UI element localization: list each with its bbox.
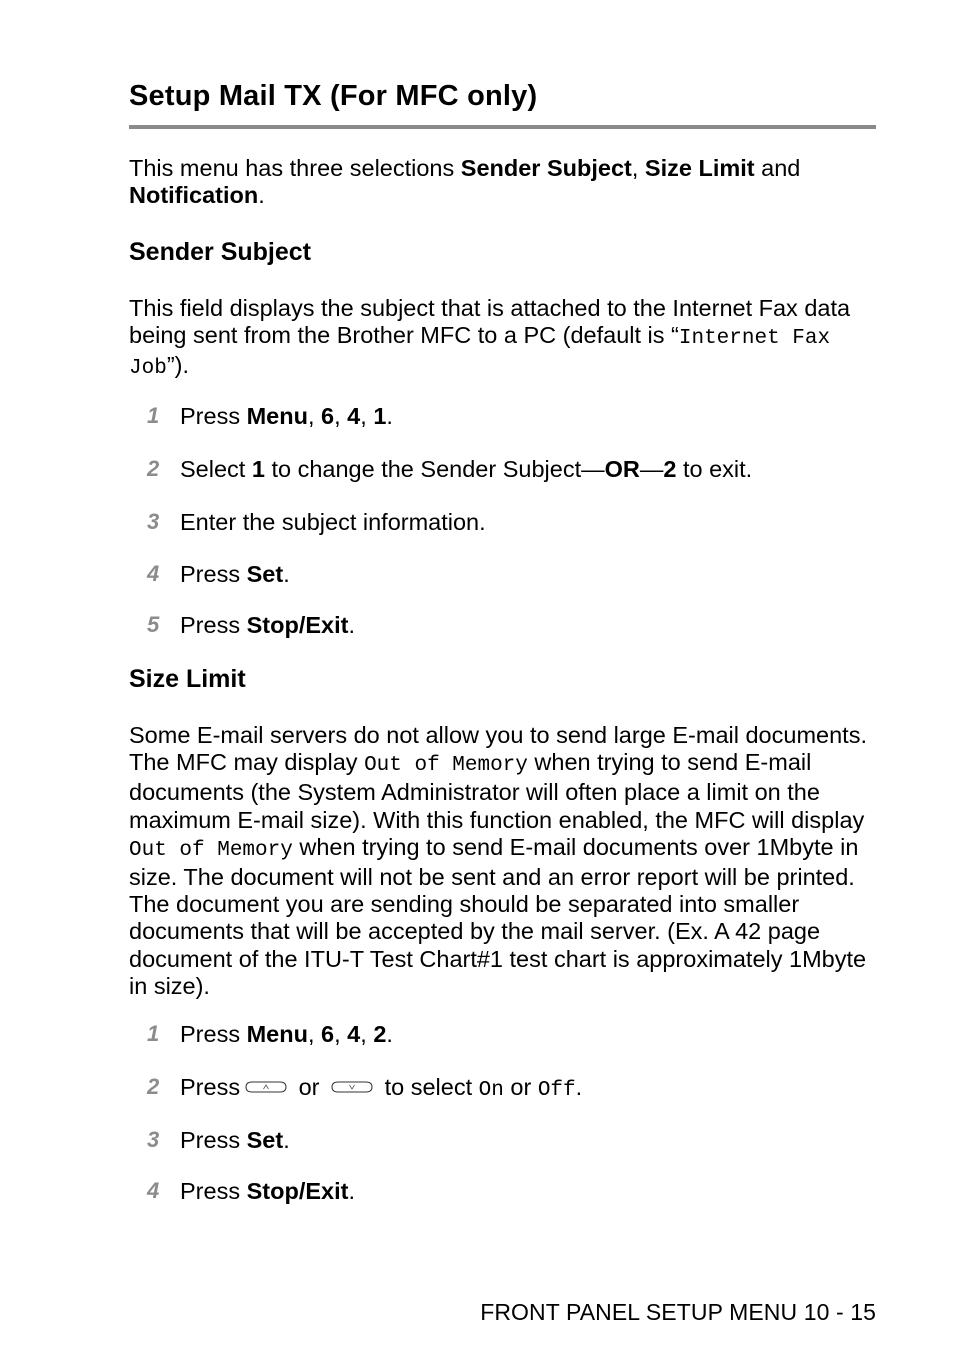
stop-exit-key-label: Stop/Exit xyxy=(246,612,349,638)
step-number: 4 xyxy=(147,1178,160,1203)
lcd-message: Out of Memory xyxy=(129,838,293,862)
intro-notification: Notification xyxy=(129,182,259,209)
step-number: 1 xyxy=(147,1021,160,1046)
intro-paragraph xyxy=(129,155,876,209)
intro-text: This menu has three selections xyxy=(129,155,461,181)
page-title: Setup Mail TX (For MFC only) xyxy=(129,80,538,112)
step-number: 2 xyxy=(147,456,160,481)
paragraph-text: This field displays the subject that is attached to the Internet Fax data being sent from the Brother MFC to a PC (default is “ xyxy=(129,295,851,349)
paragraph-text: when trying to send E-mail documents (the System Administrator will often place a limit on the maximum E-mail size). With this function enabled, the MFC will display xyxy=(129,749,865,833)
paragraph-text: Some E-mail servers do not allow you to send large E-mail documents. The MFC may display xyxy=(129,722,867,776)
sender-subject-paragraph xyxy=(129,295,876,383)
off-option: Off xyxy=(537,1079,576,1102)
step-number: 1 xyxy=(147,403,160,428)
stop-exit-key-label: Stop/Exit xyxy=(246,1178,349,1204)
size-limit-paragraph xyxy=(129,722,876,1000)
step-number: 3 xyxy=(147,509,160,534)
step-number: 5 xyxy=(147,612,160,637)
lcd-message: Out of Memory xyxy=(364,754,528,778)
step-text: Enter the subject information. xyxy=(180,509,486,535)
step-text: Press or to select On or Off. xyxy=(180,1074,583,1102)
menu-key-label: Menu xyxy=(246,1021,308,1047)
default-subject-value: Internet Fax Job xyxy=(129,327,831,381)
step-text: Press Set. xyxy=(180,561,290,587)
set-key-label: Set xyxy=(246,561,284,587)
menu-key-label: Menu xyxy=(246,403,308,429)
intro-sender-subject: Sender Subject xyxy=(460,155,632,181)
intro-size-limit: Size Limit xyxy=(644,155,755,181)
up-arrow-key-icon xyxy=(244,1079,288,1095)
or-label: OR xyxy=(604,456,640,482)
intro-text: , xyxy=(631,155,645,181)
step-number: 3 xyxy=(147,1127,160,1152)
step-number: 2 xyxy=(147,1074,160,1099)
page-footer: FRONT PANEL SETUP MENU 10 - 15 xyxy=(480,1299,876,1325)
step-text: Press Menu, 6, 4, 2. xyxy=(180,1021,393,1047)
down-arrow-key-icon xyxy=(330,1079,374,1095)
size-limit-heading: Size Limit xyxy=(129,665,246,693)
intro-text: . xyxy=(258,182,265,209)
step-text: Press Set. xyxy=(180,1127,290,1153)
paragraph-text: when trying to send E-mail documents over 1Mbyte in size. The document will not be sent and an error report will be printed. The document you are sending should be separated into smaller documents that will be accepted by the mail server. (Ex. A 42 page document of the ITU-T Test Chart#1 test chart is approximately 1Mbyte in size). xyxy=(129,833,867,999)
on-option: On xyxy=(478,1079,504,1102)
step-text: Press Stop/Exit. xyxy=(180,1178,355,1204)
step-text: Select 1 to change the Sender Subject—OR—2 to exit. xyxy=(180,456,753,482)
set-key-label: Set xyxy=(246,1127,284,1153)
sender-subject-heading: Sender Subject xyxy=(129,238,311,266)
step-text: Press Menu, 6, 4, 1. xyxy=(180,403,393,429)
step-number: 4 xyxy=(147,561,160,586)
step-text: Press Stop/Exit. xyxy=(180,612,355,638)
title-underline xyxy=(129,125,876,129)
paragraph-text: ”). xyxy=(166,352,189,379)
intro-text: and xyxy=(754,155,801,181)
